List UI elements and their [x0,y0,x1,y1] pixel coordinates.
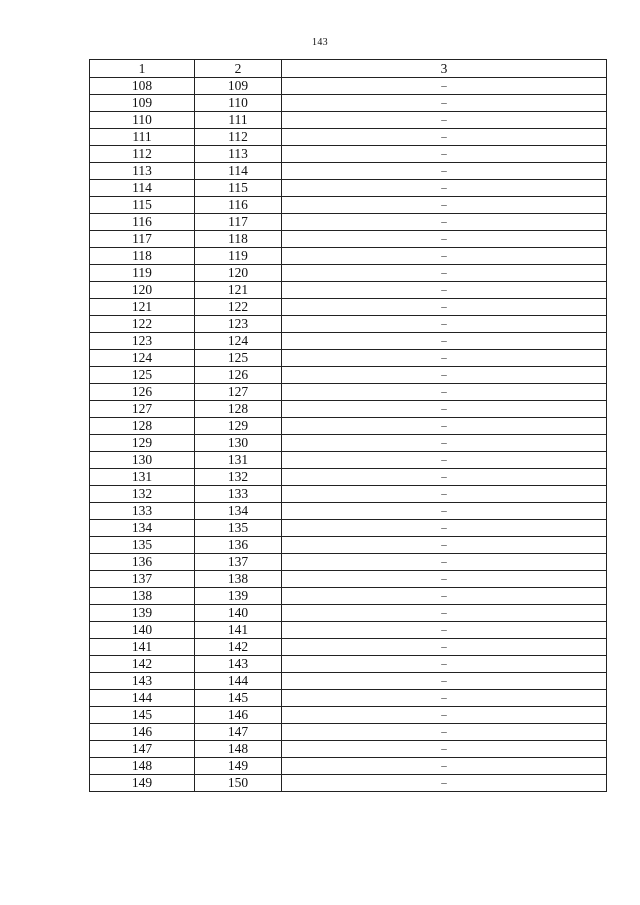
cell-col-1: 127 [90,401,195,418]
cell-col-1: 146 [90,724,195,741]
table-row [90,435,607,452]
table-row [90,605,607,622]
cell-col-3: – [282,656,607,673]
cell-col-1: 142 [90,656,195,673]
cell-col-1: 136 [90,554,195,571]
cell-col-3: – [282,452,607,469]
cell-col-1: 139 [90,605,195,622]
cell-col-3: – [282,690,607,707]
table-row [90,350,607,367]
cell-col-1: 115 [90,197,195,214]
cell-col-3: – [282,350,607,367]
table-row [90,180,607,197]
table-row [90,231,607,248]
cell-col-1: 134 [90,520,195,537]
cell-col-2: 146 [195,707,282,724]
cell-col-1: 120 [90,282,195,299]
table-row [90,129,607,146]
cell-col-3: – [282,316,607,333]
cell-col-1: 109 [90,95,195,112]
cell-col-3: – [282,554,607,571]
cell-col-2: 125 [195,350,282,367]
cell-col-2: 139 [195,588,282,605]
cell-col-3: – [282,741,607,758]
cell-col-2: 123 [195,316,282,333]
cell-col-3: – [282,333,607,350]
cell-col-1: 125 [90,367,195,384]
cell-col-1: 131 [90,469,195,486]
table-row [90,367,607,384]
cell-col-3: – [282,95,607,112]
cell-col-3: – [282,588,607,605]
cell-col-2: 119 [195,248,282,265]
table-row [90,197,607,214]
cell-col-2: 137 [195,554,282,571]
table-row [90,724,607,741]
cell-col-1: 112 [90,146,195,163]
cell-col-3: – [282,112,607,129]
table-row [90,707,607,724]
cell-col-3: – [282,265,607,282]
cell-col-1: 149 [90,775,195,792]
cell-col-3: – [282,214,607,231]
table-row [90,758,607,775]
cell-col-1: 135 [90,537,195,554]
table-row [90,656,607,673]
column-header-3: 3 [282,60,607,78]
cell-col-2: 150 [195,775,282,792]
table-row [90,78,607,95]
cell-col-1: 116 [90,214,195,231]
cell-col-2: 121 [195,282,282,299]
cell-col-1: 122 [90,316,195,333]
cell-col-1: 129 [90,435,195,452]
cell-col-1: 124 [90,350,195,367]
cell-col-3: – [282,248,607,265]
cell-col-2: 148 [195,741,282,758]
cell-col-3: – [282,639,607,656]
table-header-row [90,60,607,78]
cell-col-2: 109 [195,78,282,95]
cell-col-2: 133 [195,486,282,503]
table-row [90,95,607,112]
column-header-2: 2 [195,60,282,78]
cell-col-1: 113 [90,163,195,180]
cell-col-1: 118 [90,248,195,265]
cell-col-3: – [282,537,607,554]
cell-col-3: – [282,673,607,690]
cell-col-2: 147 [195,724,282,741]
cell-col-2: 126 [195,367,282,384]
table-row [90,775,607,792]
cell-col-3: – [282,571,607,588]
cell-col-1: 128 [90,418,195,435]
cell-col-1: 114 [90,180,195,197]
cell-col-1: 140 [90,622,195,639]
cell-col-2: 118 [195,231,282,248]
cell-col-3: – [282,129,607,146]
cell-col-1: 123 [90,333,195,350]
cell-col-1: 145 [90,707,195,724]
table-row [90,299,607,316]
cell-col-3: – [282,707,607,724]
cell-col-3: – [282,197,607,214]
cell-col-1: 108 [90,78,195,95]
table-row [90,503,607,520]
table-row [90,520,607,537]
table-row [90,554,607,571]
table-row [90,384,607,401]
cell-col-3: – [282,180,607,197]
table-row [90,537,607,554]
cell-col-3: – [282,401,607,418]
cell-col-3: – [282,231,607,248]
cell-col-2: 128 [195,401,282,418]
cell-col-3: – [282,520,607,537]
table-row [90,214,607,231]
cell-col-1: 137 [90,571,195,588]
table-row [90,486,607,503]
cell-col-2: 149 [195,758,282,775]
column-header-1: 1 [90,60,195,78]
cell-col-1: 126 [90,384,195,401]
table-row [90,690,607,707]
cell-col-3: – [282,486,607,503]
cell-col-1: 138 [90,588,195,605]
cell-col-2: 124 [195,333,282,350]
cell-col-3: – [282,282,607,299]
cell-col-2: 111 [195,112,282,129]
cell-col-3: – [282,758,607,775]
cell-col-2: 141 [195,622,282,639]
cell-col-3: – [282,418,607,435]
cell-col-3: – [282,503,607,520]
page-number: 143 [312,37,328,48]
cell-col-2: 110 [195,95,282,112]
data-table [89,59,607,792]
cell-col-2: 140 [195,605,282,622]
table-row [90,163,607,180]
cell-col-3: – [282,78,607,95]
cell-col-1: 144 [90,690,195,707]
table-row [90,588,607,605]
table-row [90,333,607,350]
table-row [90,673,607,690]
cell-col-2: 117 [195,214,282,231]
table-row [90,282,607,299]
table-row [90,316,607,333]
cell-col-1: 143 [90,673,195,690]
cell-col-2: 112 [195,129,282,146]
cell-col-2: 113 [195,146,282,163]
cell-col-2: 115 [195,180,282,197]
table-row [90,146,607,163]
cell-col-3: – [282,163,607,180]
cell-col-2: 127 [195,384,282,401]
cell-col-3: – [282,605,607,622]
cell-col-1: 130 [90,452,195,469]
table-row [90,248,607,265]
cell-col-2: 131 [195,452,282,469]
cell-col-1: 147 [90,741,195,758]
cell-col-1: 148 [90,758,195,775]
cell-col-3: – [282,384,607,401]
cell-col-1: 119 [90,265,195,282]
table-row [90,622,607,639]
cell-col-3: – [282,146,607,163]
cell-col-2: 129 [195,418,282,435]
cell-col-1: 132 [90,486,195,503]
cell-col-2: 142 [195,639,282,656]
cell-col-1: 133 [90,503,195,520]
cell-col-3: – [282,435,607,452]
cell-col-2: 134 [195,503,282,520]
table-row [90,112,607,129]
cell-col-3: – [282,299,607,316]
table-row [90,639,607,656]
cell-col-1: 110 [90,112,195,129]
cell-col-3: – [282,775,607,792]
cell-col-3: – [282,367,607,384]
table-row [90,741,607,758]
cell-col-2: 145 [195,690,282,707]
cell-col-1: 117 [90,231,195,248]
cell-col-2: 130 [195,435,282,452]
table-row [90,401,607,418]
cell-col-1: 111 [90,129,195,146]
table-row [90,418,607,435]
cell-col-2: 135 [195,520,282,537]
cell-col-1: 121 [90,299,195,316]
cell-col-3: – [282,622,607,639]
table-row [90,571,607,588]
cell-col-2: 122 [195,299,282,316]
cell-col-2: 132 [195,469,282,486]
cell-col-2: 138 [195,571,282,588]
cell-col-2: 144 [195,673,282,690]
cell-col-2: 114 [195,163,282,180]
table-row [90,265,607,282]
cell-col-2: 116 [195,197,282,214]
cell-col-2: 120 [195,265,282,282]
table-row [90,452,607,469]
cell-col-2: 143 [195,656,282,673]
cell-col-2: 136 [195,537,282,554]
table-row [90,469,607,486]
cell-col-3: – [282,724,607,741]
cell-col-1: 141 [90,639,195,656]
table-body [90,78,607,792]
cell-col-3: – [282,469,607,486]
